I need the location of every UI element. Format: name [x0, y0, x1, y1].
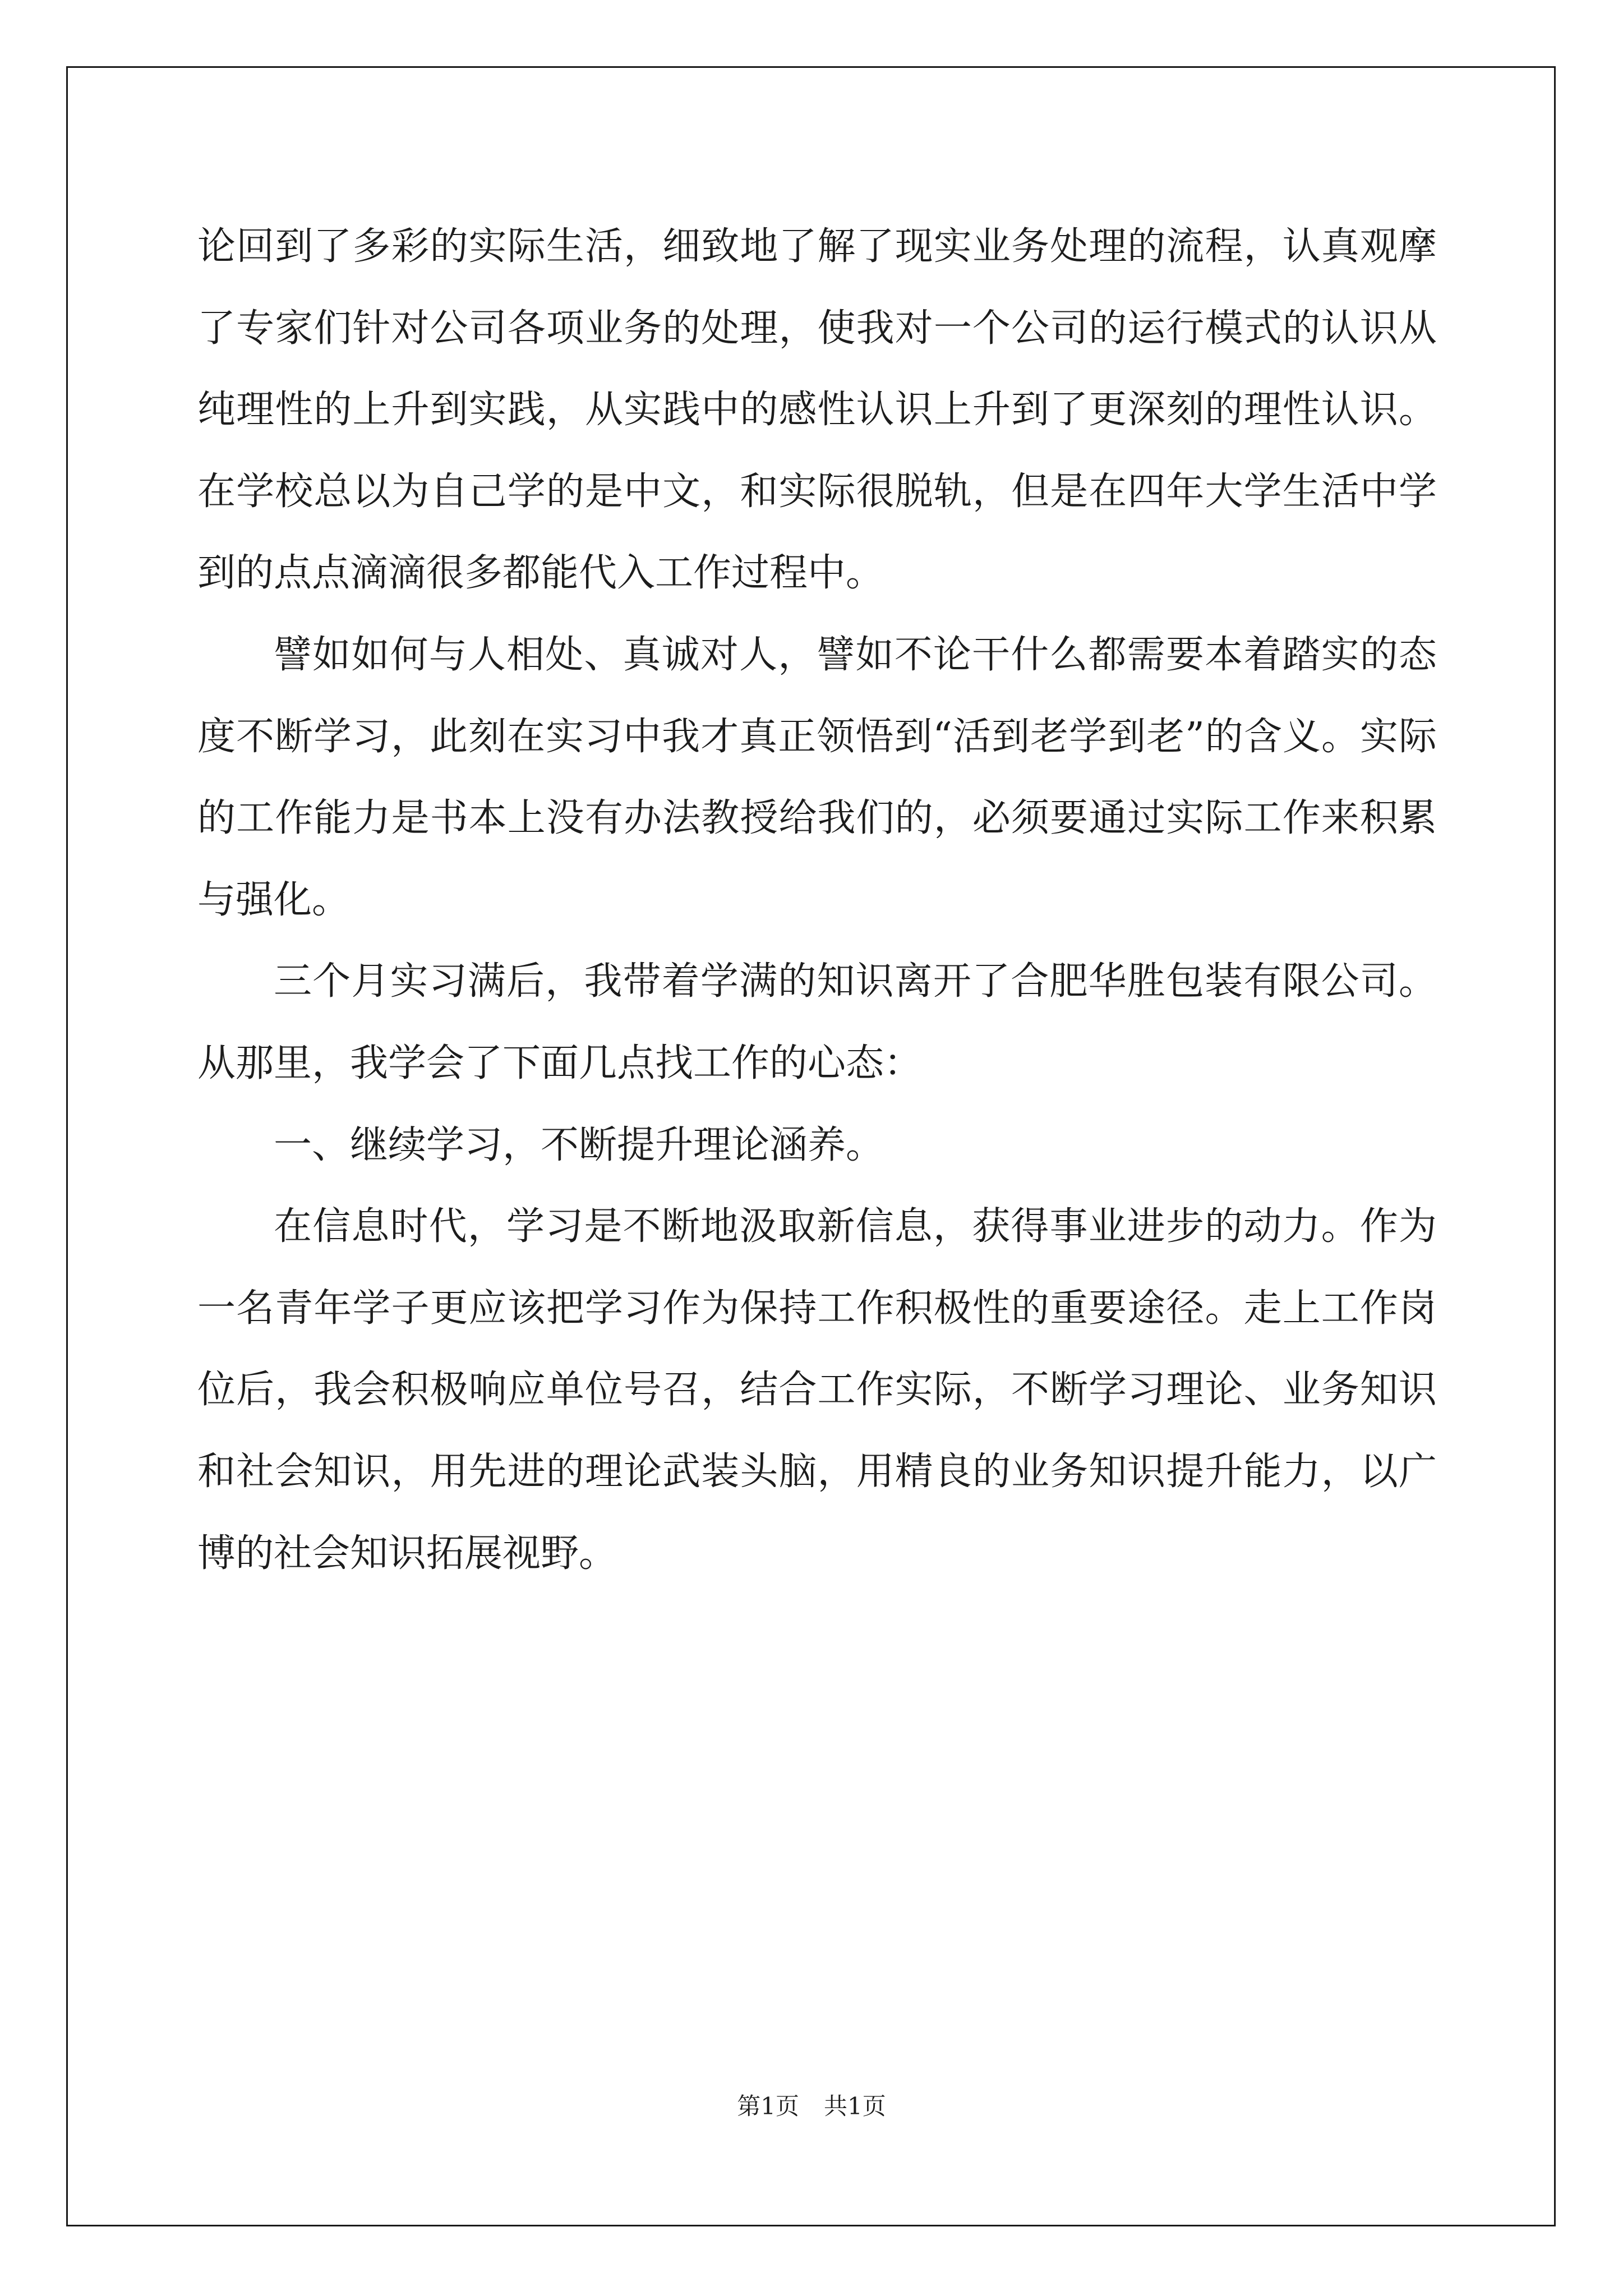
page-footer [0, 2088, 1623, 2122]
paragraph-2: 譬如如何与人相处、真诚对人，譬如不论干什么都需要本着踏实的态度不断学习，此刻在实习中我才真正领悟到“活到老学到老”的含义。实际的工作能力是书本上没有办法教授给我们的，必须要通过实际工作来积累与强化。 [197, 632, 1437, 922]
paragraph-1: 论回到了多彩的实际生活，细致地了解了现实业务处理的流程，认真观摩了专家们针对公司各项业务的处理，使我对一个公司的运行模式的认识从纯理性的上升到实践，从实践中的感性认识上升到了更深刻的理性认识。在学校总以为自己学的是中文，和实际很脱轨，但是在四年大学生活中学到的点点滴滴很多都能代入工作过程中。 [197, 224, 1437, 596]
page-number-total: 共1页 [824, 2092, 886, 2120]
paragraph-4: 一、继续学习，不断提升理论涵养。 [274, 1122, 884, 1167]
page-number-current: 第1页 [737, 2092, 799, 2120]
paragraph-5: 在信息时代，学习是不断地汲取新信息，获得事业进步的动力。作为一名青年学子更应该把学习作为保持工作积极性的重要途径。走上工作岗位后，我会积极响应单位号召，结合工作实际，不断学习理论、业务知识和社会知识，用先进的理论武装头脑，用精良的业务知识提升能力，以广博的社会知识拓展视野。 [197, 1204, 1437, 1576]
document-body [197, 206, 1437, 1594]
paragraph-3: 三个月实习满后，我带着学满的知识离开了合肥华胜包装有限公司。从那里，我学会了下面几点找工作的心态： [197, 959, 1437, 1085]
